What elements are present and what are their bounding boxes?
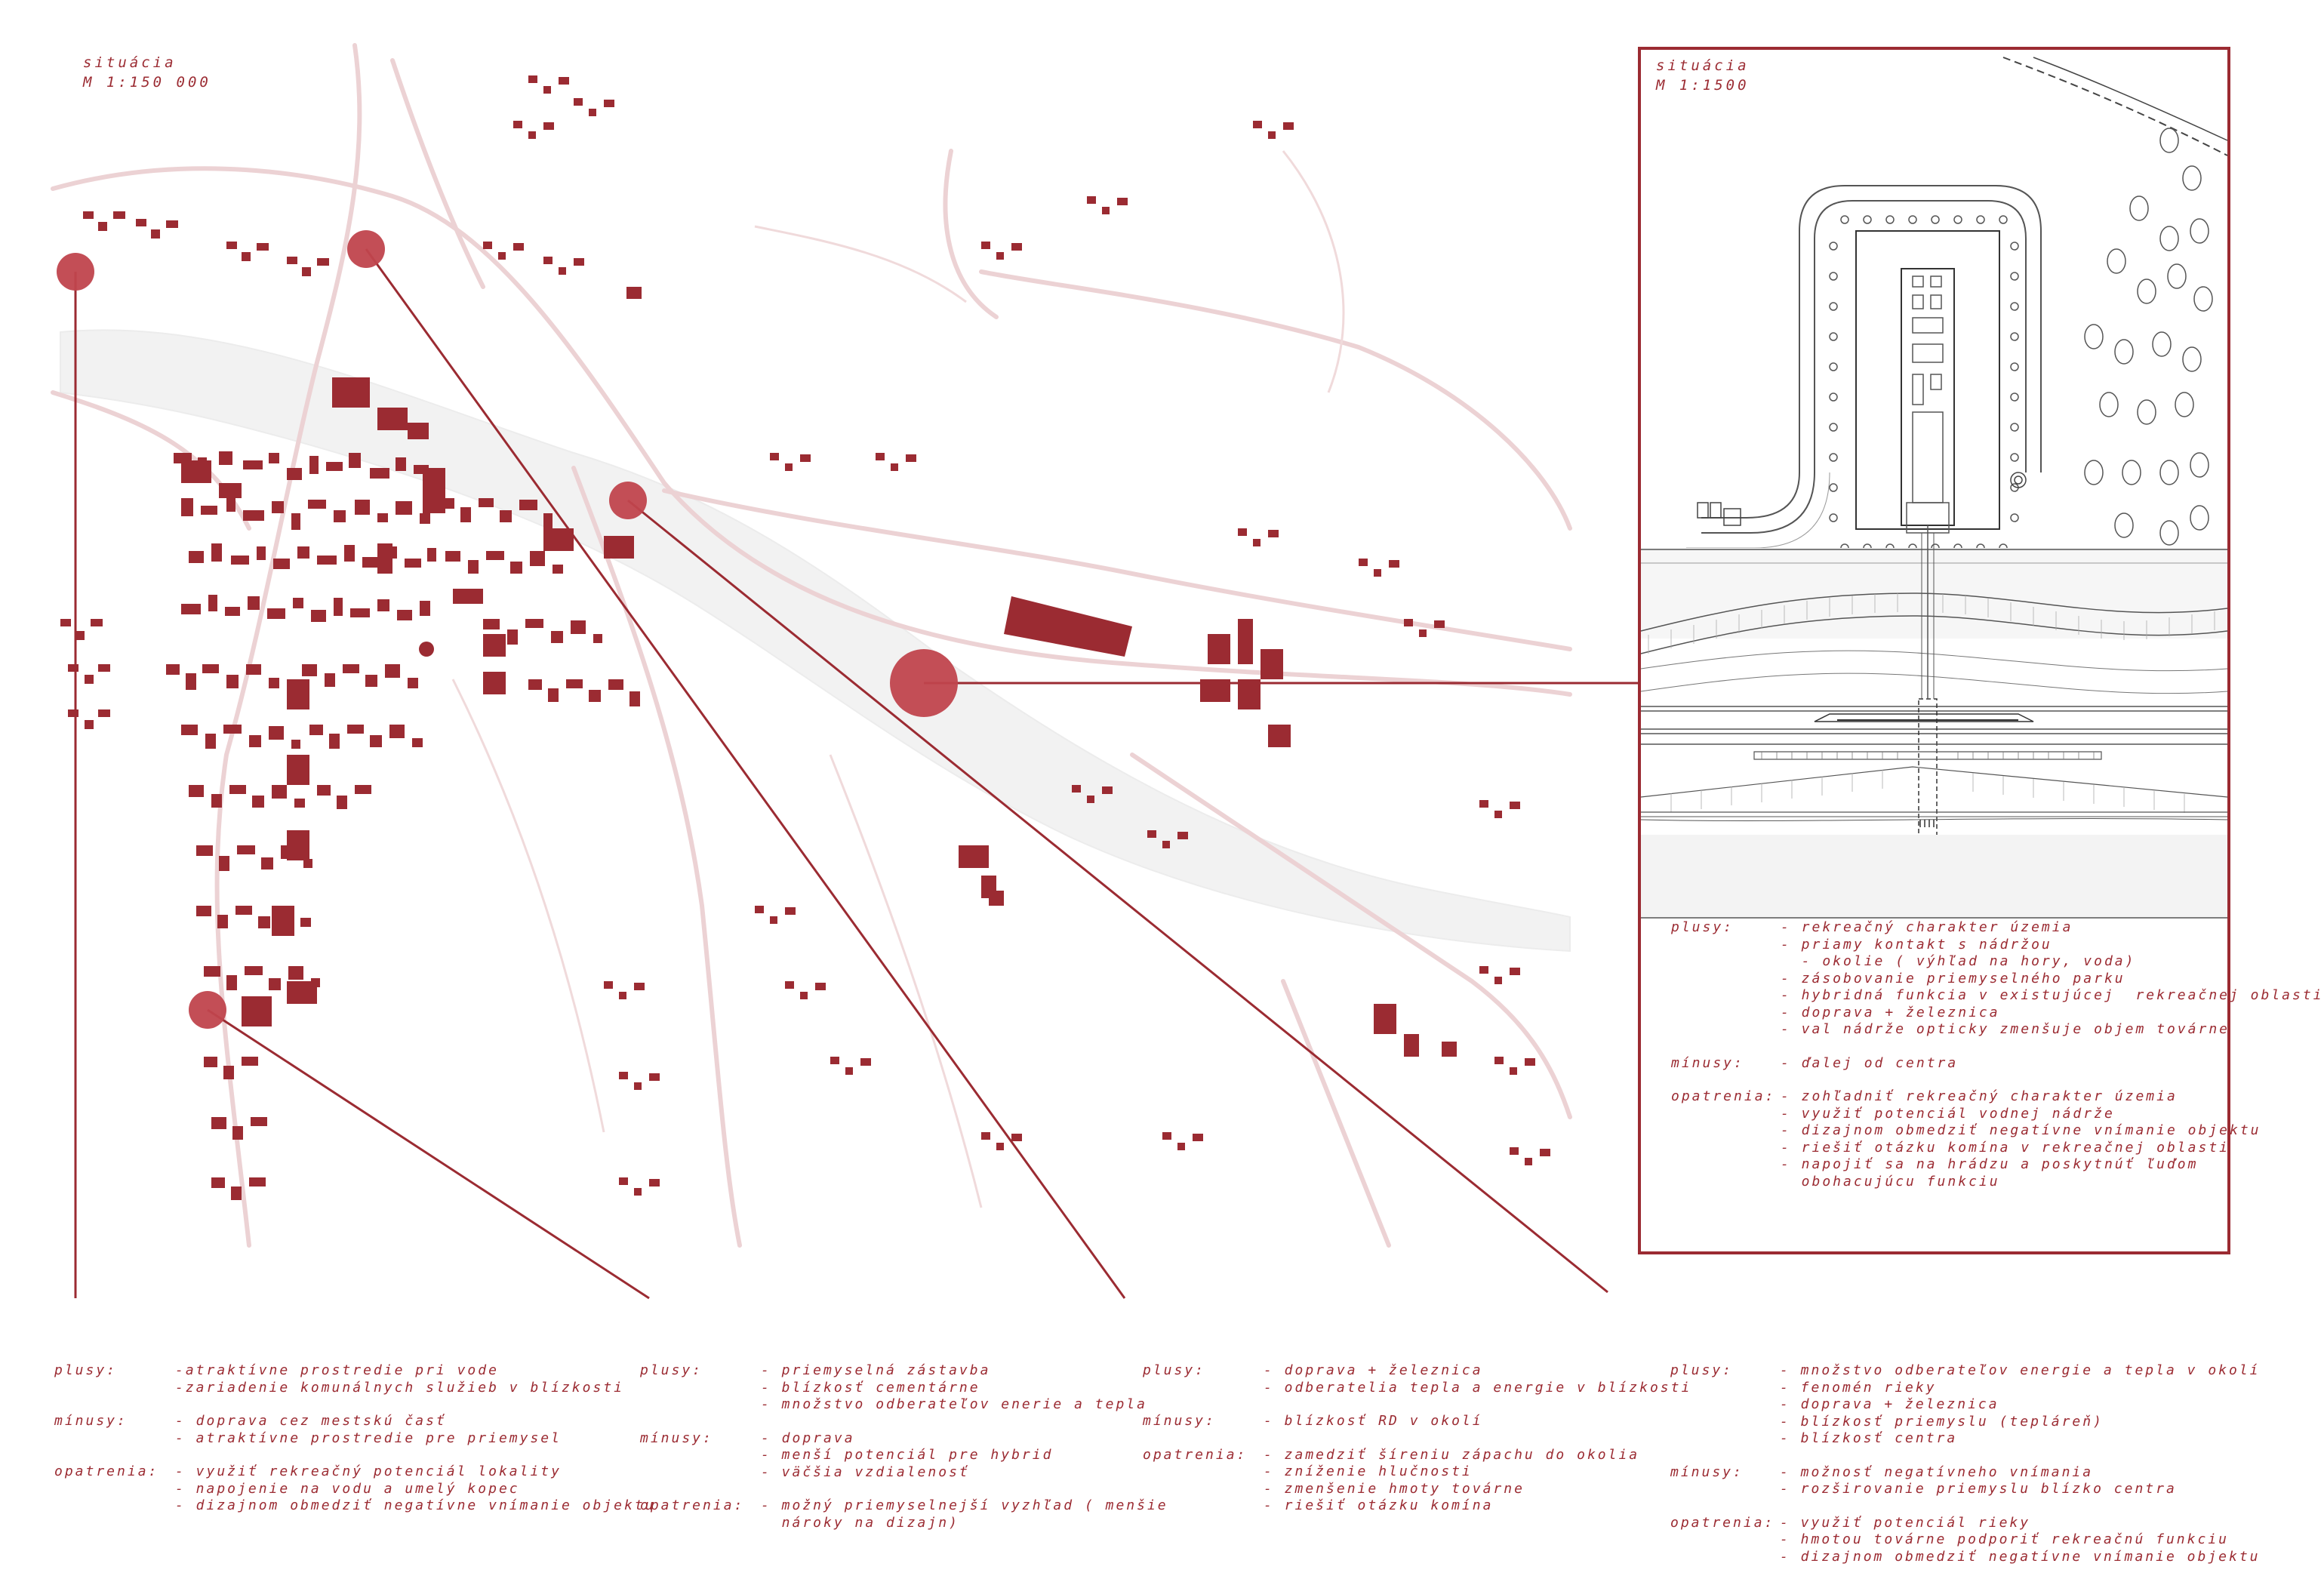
site1-opatrenia-label: opatrenia: <box>54 1464 159 1479</box>
list-item: - doprava + železnica <box>1780 1396 1999 1412</box>
list-item: - množstvo odberateľov enerie a tepla <box>761 1396 1147 1412</box>
site4-minusy-label: mínusy: <box>1670 1464 1744 1480</box>
list-item: - menší potenciál pre hybrid <box>761 1447 1054 1463</box>
list-item: - dizajnom obmedziť negatívne vnímanie objektu <box>1781 1122 2261 1138</box>
site3-plusy-label: plusy: <box>1143 1362 1206 1378</box>
list-item: - využiť potenciál vodnej nádrže <box>1781 1105 2115 1122</box>
site-marker-3 <box>609 482 647 519</box>
site-notes-4 <box>1670 1362 2261 1565</box>
detail-plan-frame <box>1638 47 2324 1254</box>
list-item: - napojenie na vodu a umelý kopec <box>175 1480 520 1497</box>
site-notes-3 <box>1143 1362 1692 1515</box>
list-item: - možnosť negatívneho vnímania <box>1780 1464 2094 1480</box>
list-item: - blízkosť centra <box>1780 1430 1958 1446</box>
list-item: - doprava + železnica <box>1781 1004 2000 1020</box>
site-notes-1 <box>54 1362 656 1515</box>
site1-plusy-label: plusy: <box>54 1362 118 1378</box>
list-item: - rekreačný charakter územia <box>1781 919 2073 935</box>
site3-opatrenia-label: opatrenia: <box>1143 1446 1248 1463</box>
list-item: - riešiť otázku komína v rekreačnej oblasti <box>1781 1139 2230 1156</box>
detail-caption <box>1656 56 1750 95</box>
list-item: - blízkosť priemyslu (tepláreň) <box>1780 1413 2104 1430</box>
detail-notes <box>1671 919 2324 1190</box>
list-item: obohacujúcu funkciu <box>1781 1173 2000 1190</box>
list-item: - priamy kontakt s nádržou <box>1781 936 2052 953</box>
list-item: - doprava cez mestskú časť <box>175 1413 447 1429</box>
list-item: - možný priemyselnejší vyzhľad ( menšie <box>761 1497 1168 1513</box>
list-item: -atraktívne prostredie pri vode <box>175 1362 499 1378</box>
list-item: - val nádrže opticky zmenšuje objem továrne <box>1781 1021 2230 1037</box>
map-caption-line1: situácia <box>83 54 177 71</box>
list-item: - zohľadniť rekreačný charakter územia <box>1781 1088 2178 1104</box>
detail-minusy-row <box>1671 1055 2222 1073</box>
list-item: - dizajnom obmedziť negatívne vnímanie objektu <box>1780 1548 2261 1565</box>
site1-minusy-label: mínusy: <box>54 1413 128 1429</box>
detail-caption-line1: situácia <box>1656 57 1750 74</box>
site4-plusy-label: plusy: <box>1670 1362 1734 1378</box>
site2-plusy-label: plusy: <box>640 1362 703 1378</box>
list-item: - hybridná funkcia v existujúcej rekreačnej oblasti <box>1781 987 2324 1003</box>
list-item: - zmenšenie hmoty továrne <box>1264 1480 1525 1497</box>
detail-minusy-label: mínusy: <box>1671 1054 1744 1071</box>
list-item: - využiť potenciál rieky <box>1780 1514 2031 1531</box>
detail-caption-line2: M 1:1500 <box>1656 77 1750 94</box>
list-item: - hmotou továrne podporiť rekreačnú funkciu <box>1780 1531 2229 1547</box>
list-item: - väčšia vzdialenosť <box>761 1464 970 1480</box>
list-item: - blízkosť cementárne <box>761 1379 980 1396</box>
list-item: - rozširovanie priemyslu blízko centra <box>1780 1481 2177 1497</box>
detail-opatrenia-label: opatrenia: <box>1671 1088 1776 1104</box>
detail-plusy-label: plusy: <box>1671 919 1735 935</box>
list-item: - doprava <box>761 1430 855 1446</box>
site-marker-4 <box>189 991 226 1029</box>
list-item: - atraktívne prostredie pre priemysel <box>175 1430 562 1446</box>
site4-opatrenia-label: opatrenia: <box>1670 1514 1775 1531</box>
list-item: - využiť rekreačný potenciál lokality <box>175 1464 562 1479</box>
list-item: nároky na dizajn) <box>761 1514 959 1531</box>
list-item: - priemyselná zástavba <box>761 1362 991 1378</box>
site2-minusy-label: mínusy: <box>640 1430 713 1446</box>
detail-plusy-row <box>1671 919 2324 1039</box>
list-item: - dizajnom obmedziť negatívne vnímanie objektu <box>175 1497 656 1513</box>
list-item: - zamedziť šíreniu zápachu do okolia <box>1264 1446 1640 1463</box>
site-marker-selected <box>890 649 958 717</box>
map-caption-line2: M 1:150 000 <box>83 74 211 91</box>
list-item: - doprava + železnica <box>1264 1362 1483 1378</box>
list-item: - napojiť sa na hrádzu a poskytnúť ľuďom <box>1781 1156 2199 1172</box>
list-item: - odberatelia tepla a energie v blízkosti <box>1264 1379 1692 1396</box>
site3-minusy-label: mínusy: <box>1143 1413 1216 1429</box>
list-item: -zariadenie komunálnych služieb v blízkosti <box>175 1379 624 1396</box>
list-item: - fenomén rieky <box>1780 1379 1937 1396</box>
list-item: - riešiť otázku komína <box>1264 1497 1494 1513</box>
site-marker-1 <box>57 253 94 291</box>
site-marker-2 <box>347 230 385 268</box>
site-notes-2 <box>640 1362 1168 1531</box>
site2-opatrenia-label: opatrenia: <box>640 1497 745 1513</box>
list-item: - zníženie hlučnosti <box>1264 1464 1473 1479</box>
list-item: - blízkosť RD v okolí <box>1264 1413 1483 1429</box>
list-item: - okolie ( výhľad na hory, voda) <box>1781 953 2136 969</box>
detail-opatrenia-row <box>1671 1088 2261 1190</box>
map-caption <box>83 53 211 92</box>
list-item: - množstvo odberateľov energie a tepla v okolí <box>1780 1362 2261 1378</box>
list-item: - zásobovanie priemyselného parku <box>1781 970 2125 986</box>
list-item: - ďalej od centra <box>1781 1054 1959 1071</box>
